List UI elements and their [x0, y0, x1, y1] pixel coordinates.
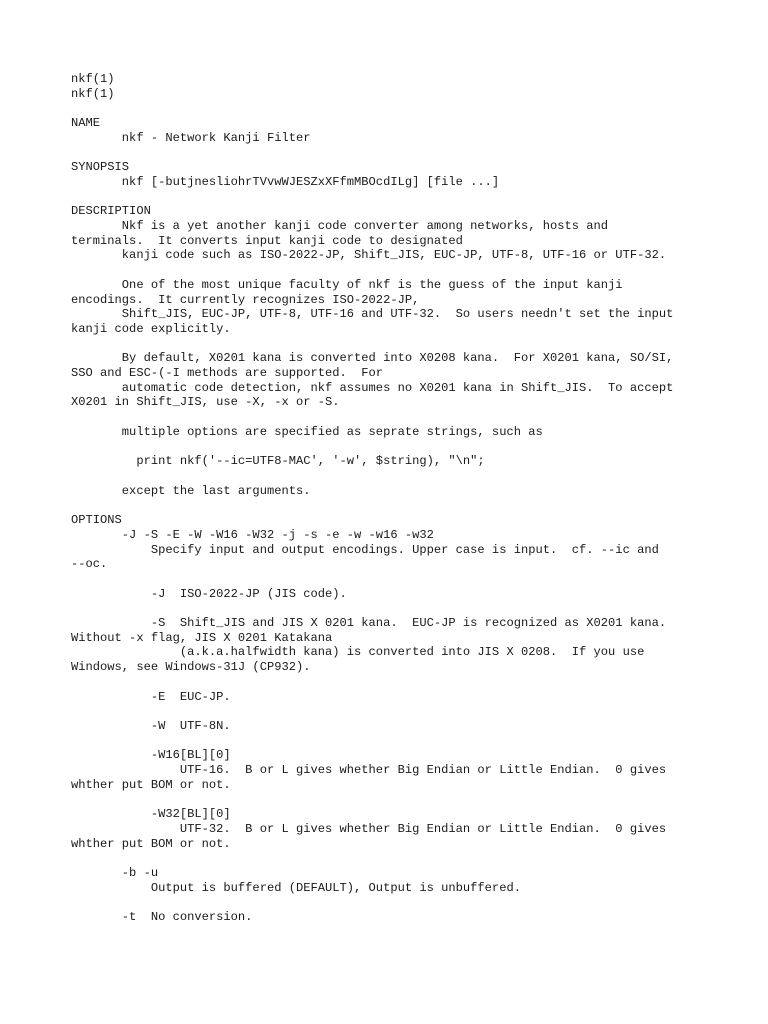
section-heading-description: DESCRIPTION [71, 204, 151, 219]
man-page [71, 72, 711, 925]
description-line: terminals. It converts input kanji code to designated [71, 233, 463, 248]
man-page-text [71, 72, 711, 925]
option-line: -S Shift_JIS and JIS X 0201 kana. EUC-JP is recognized as X0201 kana. [71, 616, 667, 631]
option-line: whther put BOM or not. [71, 836, 231, 851]
header-line: nkf(1) [71, 72, 115, 86]
description-line: Shift_JIS, EUC-JP, UTF-8, UTF-16 and UTF-32. So users needn't set the input [71, 307, 674, 322]
description-line: encodings. It currently recognizes ISO-2022-JP, [71, 292, 420, 307]
option-line: (a.k.a.halfwidth kana) is converted into JIS X 0208. If you use [71, 645, 645, 660]
option-line: -J -S -E -W -W16 -W32 -j -s -e -w -w16 -w32 [71, 527, 434, 542]
name-text: nkf - Network Kanji Filter [71, 130, 311, 145]
code-example: print nkf('--ic=UTF8-MAC', '-w', $string), "\n"; [71, 454, 485, 469]
option-line: Specify input and output encodings. Upper case is input. cf. --ic and [71, 542, 659, 557]
option-line: whther put BOM or not. [71, 777, 231, 792]
description-line: X0201 in Shift_JIS, use -X, -x or -S. [71, 395, 340, 410]
option-line: -J ISO-2022-JP (JIS code). [71, 586, 347, 601]
description-line: SSO and ESC-(-I methods are supported. For [71, 366, 384, 381]
description-line: One of the most unique faculty of nkf is the guess of the input kanji [71, 277, 623, 292]
header-line: nkf(1) [71, 86, 115, 101]
description-line: kanji code explicitly. [71, 321, 231, 336]
description-line: automatic code detection, nkf assumes no X0201 kana in Shift_JIS. To accept [71, 380, 674, 395]
option-line: Without -x flag, JIS X 0201 Katakana [71, 630, 333, 645]
option-line: -W32[BL][0] [71, 807, 231, 822]
section-heading-synopsis: SYNOPSIS [71, 160, 130, 175]
option-line: -t No conversion. [71, 910, 253, 925]
option-line: Output is buffered (DEFAULT), Output is unbuffered. [71, 880, 521, 895]
option-line: UTF-16. B or L gives whether Big Endian or Little Endian. 0 gives [71, 763, 667, 778]
description-line: By default, X0201 kana is converted into X0208 kana. For X0201 kana, SO/SI, [71, 351, 674, 366]
option-line: UTF-32. B or L gives whether Big Endian or Little Endian. 0 gives [71, 821, 667, 836]
option-line: Windows, see Windows-31J (CP932). [71, 660, 311, 675]
option-line: -E EUC-JP. [71, 689, 231, 704]
option-line: -W UTF-8N. [71, 718, 231, 733]
synopsis-text: nkf [-butjnesliohrTVvwWJESZxXFfmMBOcdILg] [file ...] [71, 174, 500, 189]
section-heading-name: NAME [71, 116, 101, 131]
option-line: -b -u [71, 865, 159, 880]
option-line: -W16[BL][0] [71, 748, 231, 763]
description-line: Nkf is a yet another kanji code converter among networks, hosts and [71, 219, 609, 234]
description-line: except the last arguments. [71, 483, 311, 498]
description-line: kanji code such as ISO-2022-JP, Shift_JIS, EUC-JP, UTF-8, UTF-16 or UTF-32. [71, 248, 667, 263]
description-line: multiple options are specified as seprate strings, such as [71, 424, 543, 439]
option-line: --oc. [71, 557, 108, 572]
section-heading-options: OPTIONS [71, 513, 122, 528]
